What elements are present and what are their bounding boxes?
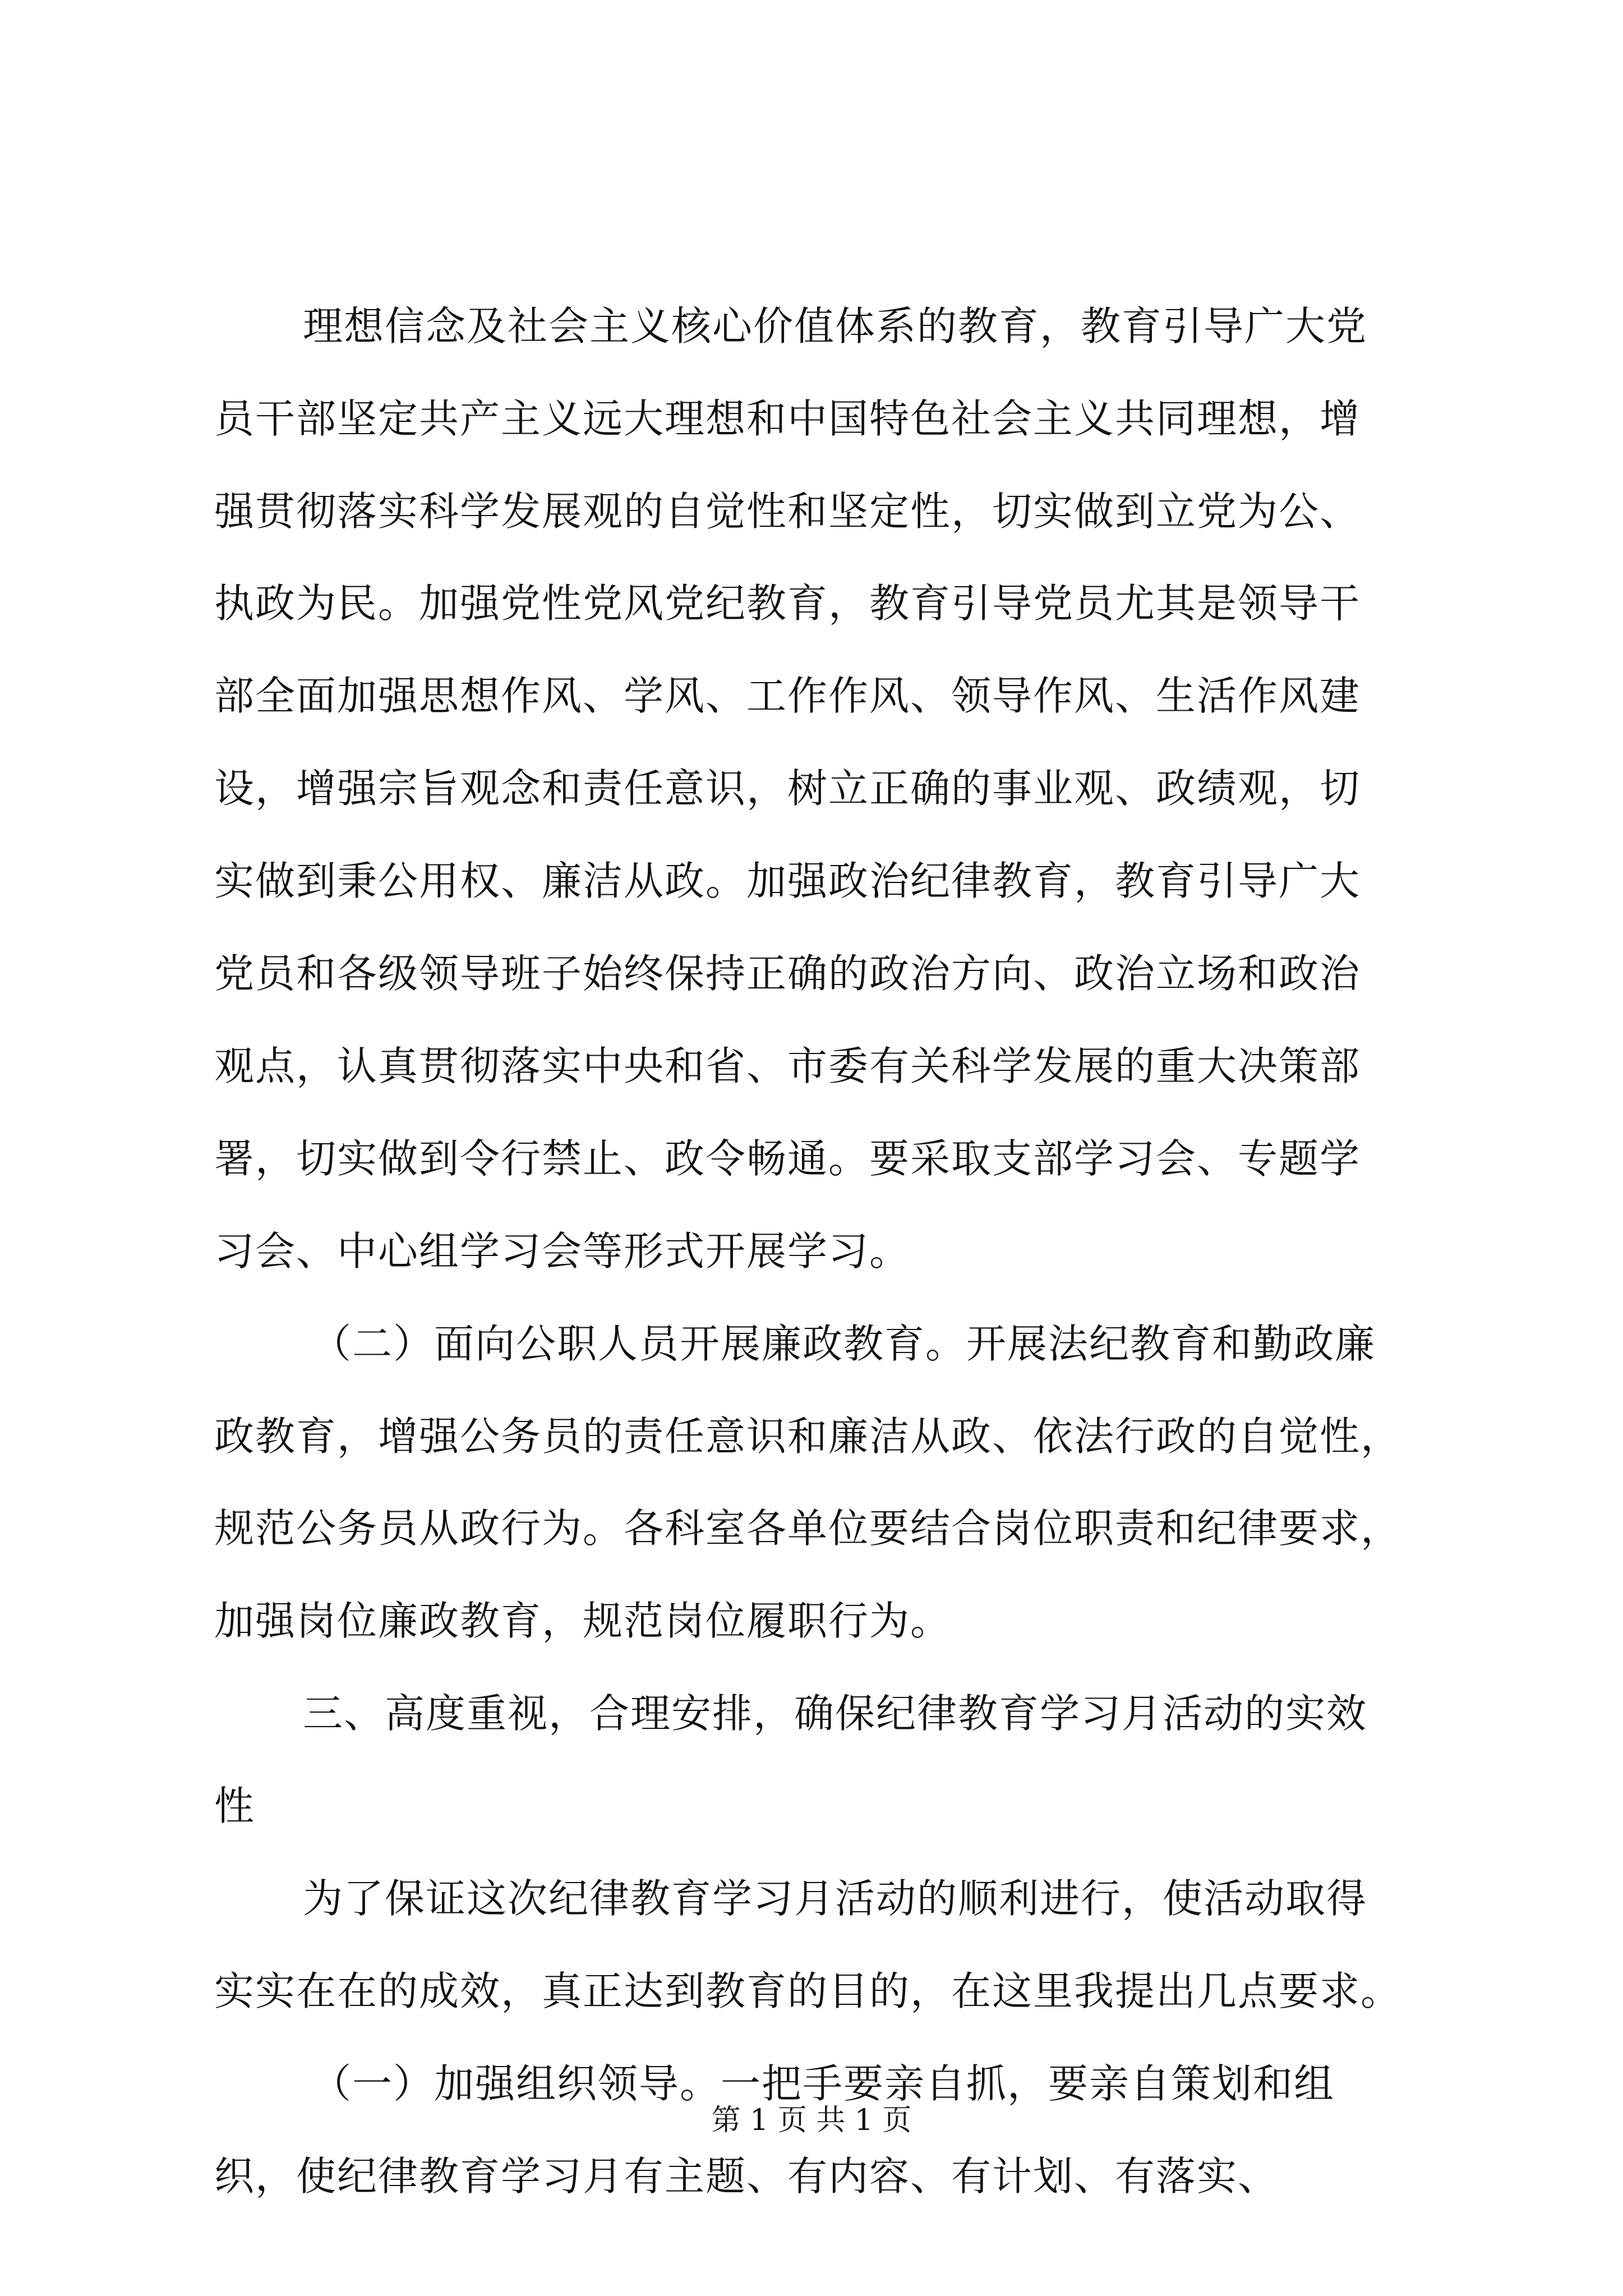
- text-line-15: 加强岗位廉政教育，规范岗位履职行为。: [214, 1598, 952, 1644]
- page-footer: 第 1 页 共 1 页: [711, 2104, 912, 2137]
- text-line-14: 规范公务员从政行为。各科室各单位要结合岗位职责和纪律要求，: [214, 1505, 1402, 1552]
- text-line-21: 织，使纪律教育学习月有主题、有内容、有计划、有落实、: [214, 2153, 1279, 2200]
- text-line-3: 强贯彻落实科学发展观的自觉性和坚定性，切实做到立党为公、: [214, 488, 1361, 535]
- section-heading-3-cont: 性: [214, 1783, 256, 1829]
- text-line-11: 习会、中心组学习会等形式开展学习。: [214, 1228, 911, 1274]
- text-line-9: 观点，认真贯彻落实中央和省、市委有关科学发展的重大决策部: [214, 1043, 1361, 1089]
- text-line-5: 部全面加强思想作风、学风、工作作风、领导作风、生活作风建: [214, 673, 1361, 719]
- text-line-6: 设，增强宗旨观念和责任意识，树立正确的事业观、政绩观，切: [214, 765, 1361, 812]
- text-line-4: 执政为民。加强党性党风党纪教育，教育引导党员尤其是领导干: [214, 580, 1361, 627]
- text-line-8: 党员和各级领导班子始终保持正确的政治方向、政治立场和政治: [214, 950, 1361, 997]
- text-line-12: （二）面向公职人员开展廉政教育。开展法纪教育和勤政廉: [311, 1320, 1376, 1367]
- text-line-2: 员干部坚定共产主义远大理想和中国特色社会主义共同理想，增: [214, 395, 1361, 442]
- text-line-19: 实实在在的成效，真正达到教育的目的，在这里我提出几点要求。: [214, 1968, 1402, 2014]
- text-line-18: 为了保证这次纪律教育学习月活动的顺利进行，使活动取得: [303, 1875, 1368, 1922]
- text-line-1: 理想信念及社会主义核心价值体系的教育，教育引导广大党: [303, 303, 1368, 349]
- text-line-20: （一）加强组织领导。一把手要亲自抓，要亲自策划和组: [311, 2060, 1335, 2107]
- text-line-13: 政教育，增强公务员的责任意识和廉洁从政、依法行政的自觉性，: [214, 1413, 1402, 1460]
- text-line-10: 署，切实做到令行禁止、政令畅通。要采取支部学习会、专题学: [214, 1135, 1361, 1182]
- section-heading-3: 三、高度重视，合理安排，确保纪律教育学习月活动的实效: [303, 1690, 1368, 1737]
- text-line-7: 实做到秉公用权、廉洁从政。加强政治纪律教育，教育引导广大: [214, 858, 1361, 904]
